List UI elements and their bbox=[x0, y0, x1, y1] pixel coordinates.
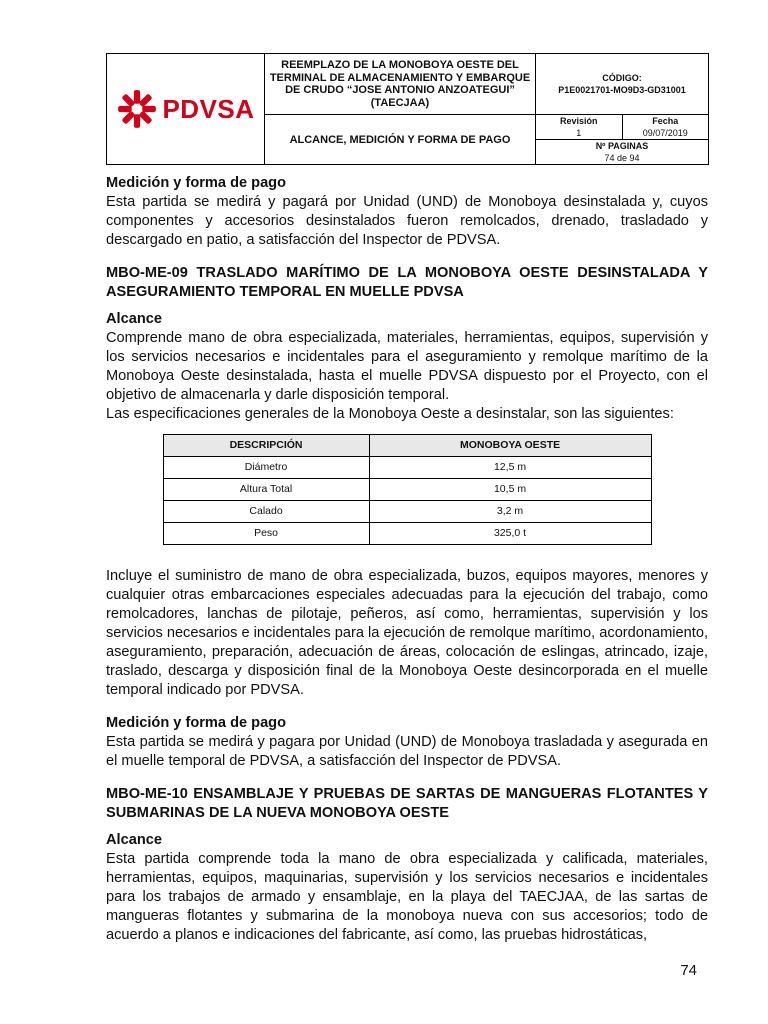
meta-cell bbox=[536, 115, 709, 165]
pdvsa-sun-icon bbox=[116, 88, 158, 130]
table-row bbox=[163, 479, 651, 501]
spec-desc: Altura Total bbox=[163, 479, 369, 501]
specs-table bbox=[163, 434, 652, 545]
me09-heading: MBO-ME-09 TRASLADO MARÍTIMO DE LA MONOBOYA OESTE DESINSTALADA Y ASEGURAMIENTO TEMPORAL EN MUELLE PDVSA bbox=[106, 265, 708, 300]
code-value: P1E0021701-MO9D3-GD31001 bbox=[558, 85, 686, 95]
spec-value: 10,5 m bbox=[369, 479, 651, 501]
specs-col-monoboya: MONOBOYA OESTE bbox=[369, 435, 651, 457]
medicion-heading-1: Medición y forma de pago bbox=[106, 175, 287, 191]
medicion-heading-2: Medición y forma de pago bbox=[106, 715, 287, 731]
logo-text: PDVSA bbox=[162, 93, 255, 124]
pages-value: 74 de 94 bbox=[604, 152, 640, 163]
table-row bbox=[163, 457, 651, 479]
document-header bbox=[106, 53, 709, 165]
medicion-text-1: Esta partida se medirá y pagará por Unidad (UND) de Monoboya desinstalada y, cuyos componentes y accesorios desinstalados fueron remolcados, drenado, trasladado y descargado en patio, a satisfacción del Inspector de PDVSA. bbox=[106, 194, 708, 248]
alcance-heading-2: Alcance bbox=[106, 832, 162, 848]
incluye-text: Incluye el suministro de mano de obra especializada, buzos, equipos mayores, menores y cualquier otras embarcaciones especiales adecuadas para la ejecución del trabajo, como remolcadores, lanchas de pilotaje, peñeros, así como, herramientas, supervisión y los servicios necesarios e incidentales para la ejecución de remolque marítimo, acordonamiento, aseguramiento, preparación, adecuación de áreas, colocación de eslingas, atrincado, izaje, traslado, descarga y disposición final de la Monoboya Oeste desincorporada en el muelle temporal indicado por PDVSA. bbox=[106, 568, 708, 698]
revision-label: Revisión bbox=[536, 115, 622, 127]
spec-desc: Diámetro bbox=[163, 457, 369, 479]
spec-value: 3,2 m bbox=[369, 501, 651, 523]
specs-col-description: DESCRIPCIÓN bbox=[163, 435, 369, 457]
date-label: Fecha bbox=[652, 116, 679, 127]
meta-table bbox=[536, 115, 708, 164]
table-row bbox=[163, 523, 651, 545]
revision-value: 1 bbox=[536, 127, 622, 139]
document-subtitle: ALCANCE, MEDICIÓN Y FORMA DE PAGO bbox=[265, 115, 536, 165]
alcance-text-1: Comprende mano de obra especializada, materiales, herramientas, equipos, supervisión y los servicios necesarios e incidentales para el aseguramiento y remolque marítimo de la Monoboya Oeste desinstalada, hasta el muelle PDVSA dispuesto por el Proyecto, con el objetivo de almacenarla y darle disposición temporal. bbox=[106, 330, 708, 403]
spec-value: 12,5 m bbox=[369, 457, 651, 479]
alcance-text-2: Esta partida comprende toda la mano de obra especializada y calificada, materiales, herramientas, equipos, maquinarias, supervisión y los servicios necesarios e incidentales para los trabajos de armado y ensamblaje, en la playa del TAECJAA, de las sartas de mangueras flotantes y submarina de la monoboya nueva con sus accesorios; todo de acuerdo a planos e indicaciones del fabricante, así como, las pruebas hidrostáticas, bbox=[106, 851, 708, 943]
spec-desc: Calado bbox=[163, 501, 369, 523]
spec-desc: Peso bbox=[163, 523, 369, 545]
document-body bbox=[106, 174, 708, 945]
pages-label: Nº PAGINAS bbox=[595, 140, 649, 151]
code-label: CÓDIGO: bbox=[602, 73, 642, 83]
code-cell bbox=[536, 54, 709, 115]
alcance-heading-1: Alcance bbox=[106, 311, 162, 327]
page-number: 74 bbox=[680, 962, 697, 979]
document-title: REEMPLAZO DE LA MONOBOYA OESTE DEL TERMINAL DE ALMACENAMIENTO Y EMBARQUE DE CRUDO “JOSE ANTONIO ANZOATEGUI” (TAECJAA) bbox=[265, 54, 536, 115]
specs-intro: Las especificaciones generales de la Monoboya Oeste a desinstalar, son las siguientes: bbox=[106, 406, 674, 422]
me10-heading: MBO-ME-10 ENSAMBLAJE Y PRUEBAS DE SARTAS DE MANGUERAS FLOTANTES Y SUBMARINAS DE LA NUEVA MONOBOYA OESTE bbox=[106, 786, 708, 821]
spec-value: 325,0 t bbox=[369, 523, 651, 545]
pdvsa-logo bbox=[107, 54, 264, 164]
logo-cell bbox=[107, 54, 265, 165]
table-row bbox=[163, 501, 651, 523]
date-value: 09/07/2019 bbox=[622, 127, 708, 139]
medicion-text-2: Esta partida se medirá y pagara por Unidad (UND) de Monoboya trasladada y asegurada en el muelle temporal de PDVSA, a satisfacción del Inspector de PDVSA. bbox=[106, 734, 708, 769]
